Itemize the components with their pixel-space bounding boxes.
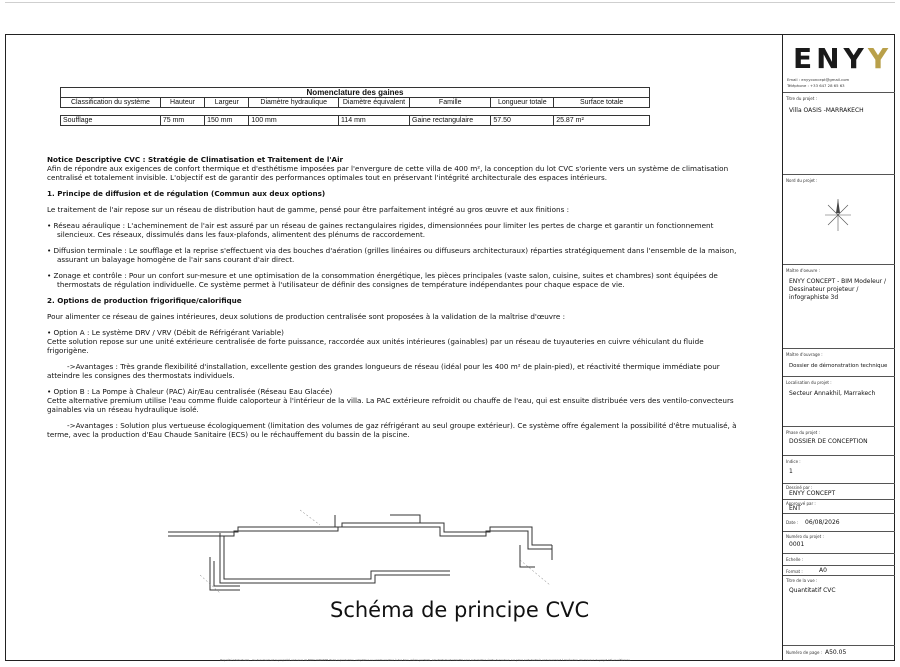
bullet-zonage: • Zonage et contrôle : Pour un confort sur-mesure et une optimisation de la consommation énergétique, les pièces principales (vaste salon, cuisine, suites et chambres) sont équipées de thermostats de régulation individuelle. Ce système permet à l'utilisateur de définir des consignes de température indépendantes pour chaque espace de vie.	[47, 271, 718, 289]
approuve-label: Approuvé par :	[786, 501, 816, 506]
legal-notice: Propriété Intellectuelle – Ce document est la propriété exclusive de ENYY CONCEPT. Toute reproduction, adaptation ou communication à des tiers, même partielle, est strictement interdite sans autorisation écrite de l'auteur. Les plans sont destinés exclusivement à l'exécution des travaux du projet cité en référence.	[220, 659, 631, 662]
section-1-intro: Le traitement de l'air repose sur un réseau de distribution haut de gamme, pensé pour être parfaitement intégré au gros œuvre et aux finitions :	[47, 205, 570, 214]
duct-segment	[224, 536, 450, 579]
notice-descriptive	[47, 155, 747, 439]
vue-label: Titre de la vue :	[786, 578, 818, 583]
section-2-intro: Pour alimenter ce réseau de gaines intérieures, deux solutions de production centralisée sont proposées à la validation de la maîtrise d'œuvre :	[47, 312, 565, 321]
numero-label: Numéro du projet :	[786, 534, 824, 539]
approuve-value: ENT	[789, 505, 801, 512]
north-arrow-icon	[823, 197, 853, 233]
moe-line-2: Dessinateur projeteur /	[789, 286, 859, 293]
header-cell: Famille	[410, 98, 491, 108]
option-b-advantages: ->Avantages : Solution plus vertueuse écologiquement (limitation des volumes de gaz réfrigérant au seul groupe extérieur). Ce système offre également la possibilité d'être mutualisé, à terme, avec la production d'Eau Chaude Sanitaire (ECS) ou le réchauffement du bassin de la piscine.	[47, 421, 737, 439]
header-cell: Surface totale	[554, 98, 650, 108]
duct-segment	[390, 515, 420, 523]
vue-value: Quantitatif CVC	[789, 587, 836, 594]
nomenclature-table	[60, 87, 650, 126]
moe-line-3: infographiste 3d	[789, 294, 839, 301]
date-value: 06/08/2026	[805, 519, 840, 526]
bullet-diffusion: • Diffusion terminale : Le soufflage et la reprise s'effectuent via des bouches d'aération (grilles linéaires ou diffuseurs architecturaux) réparties stratégiquement dans l'ensemble de la maison, assurant un balayage homogène de l'air sans courant d'air direct.	[47, 246, 737, 264]
cell-format	[783, 566, 895, 576]
top-rule	[5, 2, 895, 3]
numero-value: 0001	[789, 541, 805, 548]
duct-segment	[214, 561, 240, 586]
duct-schematic	[160, 505, 750, 600]
cell-mo	[783, 349, 895, 377]
nord-label: Nord du projet :	[786, 178, 818, 183]
section-2-title: 2. Options de production frigorifique/calorifique	[47, 296, 242, 305]
dessine-label: Dessiné par :	[786, 485, 813, 490]
cell-vue	[783, 576, 895, 646]
cell-approuve	[783, 500, 895, 514]
cell-page	[783, 646, 895, 660]
localisation-label: Localisation du projet :	[786, 380, 832, 385]
cell-phase	[783, 427, 895, 456]
date-label: Date :	[786, 520, 799, 525]
header-cell: Classification du système	[61, 98, 161, 108]
duct-segment	[168, 523, 552, 545]
section-1-title: 1. Principe de diffusion et de régulation (Commun aux deux options)	[47, 189, 326, 198]
table-cell: 75 mm	[160, 116, 204, 126]
duct-segment	[168, 527, 552, 549]
nomenclature-title: Nomenclature des gaines	[61, 88, 650, 98]
cell-indice	[783, 456, 895, 484]
option-a-text: Cette solution repose sur une unité extérieure centralisée de forte puissance, raccordée aux unités intérieures (gainables) par un réseau de tuyauteries en cuivre véhiculant du fluide frigorigène.	[47, 337, 704, 355]
header-cell: Diamètre hydraulique	[249, 98, 339, 108]
contact-email: Email : enyyconcept@gmail.com	[787, 77, 850, 82]
table-cell: 100 mm	[249, 116, 339, 126]
table-cell: Gaine rectangulaire	[410, 116, 491, 126]
mo-label: Maître d'ouvrage :	[786, 352, 823, 357]
page-label: Numéro de page :	[786, 650, 823, 655]
cell-moe	[783, 265, 895, 349]
contact-phone: Téléphone : +33 647 28 65 63	[787, 83, 845, 88]
option-a-title: • Option A : Le système DRV / VRV (Débit de Réfrigérant Variable)	[47, 328, 284, 337]
table-cell: 150 mm	[205, 116, 249, 126]
titre-projet-value: Villa OASIS -MARRAKECH	[789, 107, 864, 114]
title-block	[782, 34, 895, 661]
format-label: Format :	[786, 569, 803, 574]
header-cell: Largeur	[205, 98, 249, 108]
cell-date	[783, 514, 895, 532]
cell-numero	[783, 532, 895, 554]
dessine-value: ENYY CONCEPT	[789, 490, 836, 497]
option-a-advantages: ->Avantages : Très grande flexibilité d'installation, excellente gestion des grandes longueurs de réseau (idéal pour les 400 m² de plain-pied), et réactivité thermique immédiate pour atteindre les consignes des thermostats individuels.	[47, 362, 720, 380]
table-cell: 114 mm	[338, 116, 409, 126]
duct-leader	[520, 560, 550, 585]
cell-titre-projet	[783, 92, 895, 175]
phase-label: Phase du projet :	[786, 430, 820, 435]
bullet-reseau: • Réseau aéraulique : L'acheminement de l'air est assuré par un réseau de gaines rectangulaires rigides, dimensionnées pour limiter les pertes de charge et garantir un fonctionnement silencieux. Ces réseaux, dissimulés dans les faux-plafonds, alimentent des plénums de raccordement.	[47, 221, 714, 239]
duct-segment	[220, 533, 450, 583]
cell-dessine	[783, 484, 895, 500]
mo-value: Dossier de démonstration technique	[789, 363, 888, 369]
schema-title: Schéma de principe CVC	[330, 598, 590, 622]
enyy-logo: ENYY	[793, 42, 893, 75]
echelle-label: Echelle :	[786, 557, 804, 562]
table-cell: 25.87 m²	[554, 116, 650, 126]
localisation-value: Secteur Annakhil, Marrakech	[789, 390, 876, 397]
table-cell: Soufflage	[61, 116, 161, 126]
phase-value: DOSSIER DE CONCEPTION	[789, 438, 868, 445]
titre-projet-label: Titre du projet :	[786, 96, 817, 101]
indice-label: Indice :	[786, 459, 801, 464]
table-cell: 57.50	[491, 116, 554, 126]
cell-echelle	[783, 554, 895, 566]
header-cell: Diamètre équivalent	[338, 98, 409, 108]
notice-intro: Afin de répondre aux exigences de confort thermique et d'esthétisme imposées par l'envergure de cette villa de 400 m², la conception du lot CVC s'oriente vers un système de climatisation centralisé et totalement invisible. L'objectif est de garantir des performances optimales tout en préservant l'intégrité architecturale des espaces intérieurs.	[47, 164, 729, 182]
cell-nord	[783, 175, 895, 265]
indice-value: 1	[789, 468, 793, 475]
duct-leader	[300, 510, 320, 525]
table-row	[61, 116, 650, 126]
cell-localisation	[783, 377, 895, 427]
nomenclature-header-row	[61, 98, 650, 108]
notice-title: Notice Descriptive CVC : Stratégie de Climatisation et Traitement de l'Air	[47, 155, 344, 164]
page-value: A50.05	[825, 649, 847, 656]
header-cell: Longueur totale	[491, 98, 554, 108]
moe-line-1: ENYY CONCEPT - BIM Modeleur /	[789, 278, 887, 285]
option-b-title: • Option B : La Pompe à Chaleur (PAC) Air/Eau centralisée (Réseau Eau Glacée)	[47, 387, 333, 396]
option-b-text: Cette alternative premium utilise l'eau comme fluide caloporteur à l'intérieur de la villa. La PAC extérieure refroidit ou chauffe de l'eau, qui est ensuite distribuée vers des ventilo-convecteurs gainables via un réseau hydraulique isolé.	[47, 396, 734, 414]
moe-label: Maître d'oeuvre :	[786, 268, 820, 273]
header-cell: Hauteur	[160, 98, 204, 108]
format-value: A0	[819, 567, 827, 574]
